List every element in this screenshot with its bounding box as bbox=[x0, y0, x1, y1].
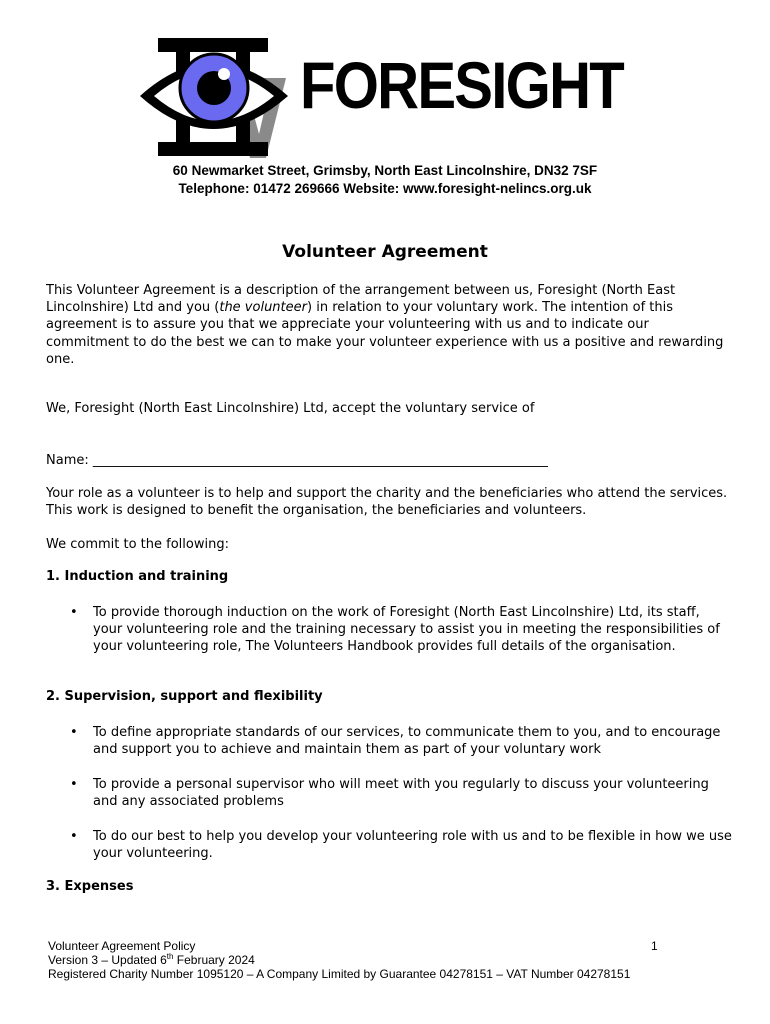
bullet-supervisor: To provide a personal supervisor who will meet with you regularly to discuss your volunteering and any associated problems bbox=[93, 777, 709, 810]
intro-paragraph bbox=[46, 282, 736, 368]
version-ordinal: th bbox=[166, 952, 174, 961]
section-heading-induction: 1. Induction and training bbox=[46, 569, 229, 584]
acceptance-paragraph: We, Foresight (North East Lincolnshire) Ltd, accept the voluntary service of bbox=[46, 401, 535, 416]
bullet-marker: • bbox=[70, 777, 78, 792]
page-number: 1 bbox=[651, 939, 658, 953]
role-paragraph: Your role as a volunteer is to help and support the charity and the beneficiaries who attend the services. This work is designed to benefit the organisation, the beneficiaries and volunteers. bbox=[46, 486, 728, 519]
bullet-standards: To define appropriate standards of our services, to communicate them to you, and to encourage and support you to achieve and maintain them as part of your voluntary work bbox=[93, 725, 721, 758]
intro-text-start: This Volunteer Agreement is a description of the arrangement between us, Foresight (North East Lincolnshire) Ltd and you ( bbox=[46, 283, 676, 316]
intro-emphasis: the volunteer bbox=[219, 300, 307, 316]
version-text: Version 3 – Updated 6 bbox=[48, 953, 167, 967]
bullet-marker: • bbox=[70, 605, 78, 620]
footer-version bbox=[48, 953, 255, 967]
bullet-induction: To provide thorough induction on the work of Foresight (North East Lincolnshire) Ltd, its staff, your volunteering role and the training necessary to assist you in meeting the responsibilities of your volunteering role, The Volunteers Handbook provides full details of the organisation. bbox=[93, 605, 720, 655]
contact-line: Telephone: 01472 269666 Website: www.foresight-nelincs.org.uk bbox=[178, 181, 592, 196]
name-field-line: Name: ______________________________________________________________________ bbox=[46, 453, 548, 468]
bullet-flexibility: To do our best to help you develop your volunteering role with us and to be flexible in how we use your volunteering. bbox=[93, 829, 732, 862]
section-heading-expenses: 3. Expenses bbox=[46, 879, 134, 894]
intro-text-end: ) in relation to your voluntary work. The intention of this agreement is to assure you that we appreciate your volunteering with us and to indicate our commitment to do the best we can to make your volunteer experience with us a positive and rewarding one. bbox=[46, 300, 724, 367]
bullet-marker: • bbox=[70, 829, 78, 844]
bullet-marker: • bbox=[70, 725, 78, 740]
commit-paragraph: We commit to the following: bbox=[46, 537, 229, 552]
logo-wordmark: FORESIGHT bbox=[300, 48, 623, 122]
address-line: 60 Newmarket Street, Grimsby, North East Lincolnshire, DN32 7SF bbox=[172, 163, 598, 178]
page-title: Volunteer Agreement bbox=[282, 242, 488, 262]
version-date: February 2024 bbox=[173, 953, 255, 967]
foresight-logo bbox=[138, 38, 623, 158]
footer-registration: Registered Charity Number 1095120 – A Company Limited by Guarantee 04278151 – VAT Number 04278151 bbox=[48, 967, 631, 981]
section-heading-supervision: 2. Supervision, support and flexibility bbox=[46, 689, 323, 704]
footer-policy-name: Volunteer Agreement Policy bbox=[48, 939, 196, 953]
